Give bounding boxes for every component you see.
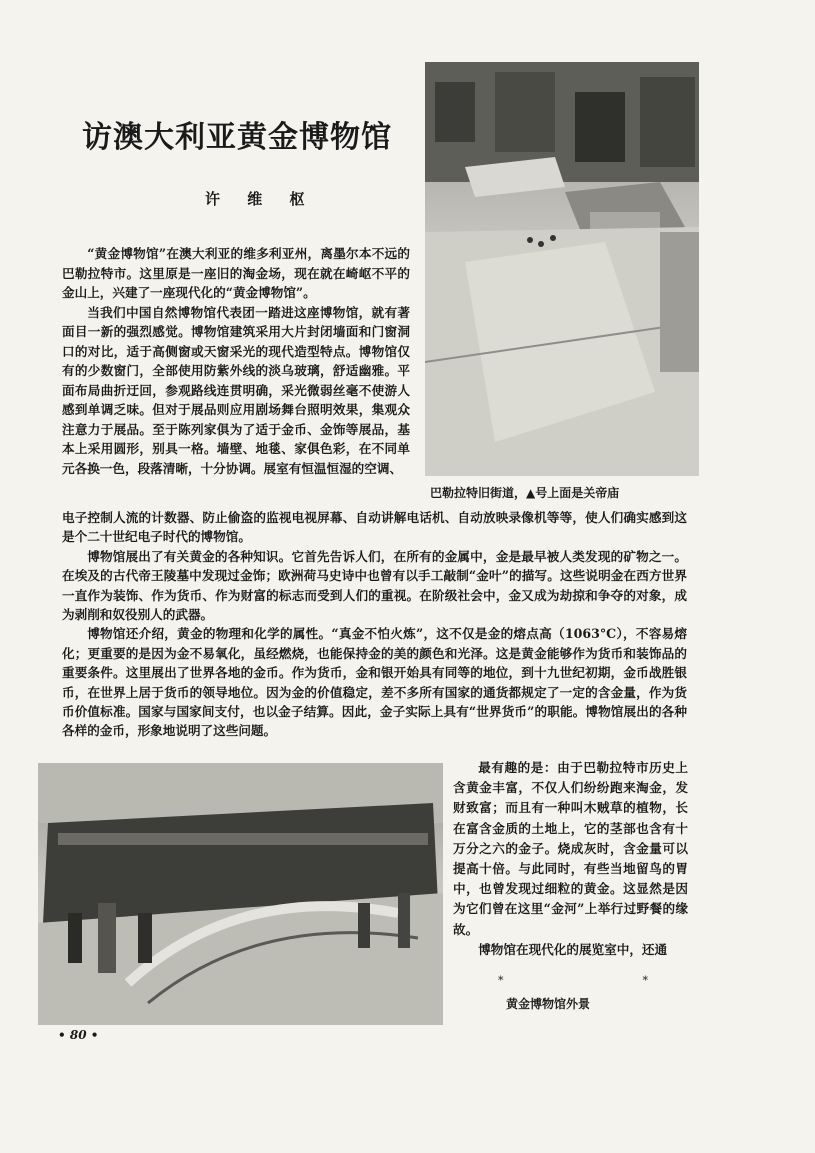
paragraph: 博物馆还介绍，黄金的物理和化学的属性。“真金不怕火炼”，这不仅是金的熔点高（1063°C），不容易熔化；更重要的是因为金不易氧化，虽经燃烧，也能保持金的美的颜色和光泽。这是黄金能够作为货币和装饰品的重要条件。这里展出了世界各地的金币。作为货币，金和银开始具有同等的地位，到十九世纪初期，金币战胜银币，在世界上居于货币的领导地位。因为金的价值稳定，差不多所有国家的通货都规定了一定的含金量，作为货币价值标准。国家与国家间支付，也以金子结算。因此，金子实际上具有“世界货币”的职能。博物馆展出的各种各样的金币，形象地说明了这些问题。	[62, 626, 687, 739]
paragraph: 最有趣的是：由于巴勒拉特市历史上含黄金丰富，不仅人们纷纷跑来淘金，发财致富；而且有一种叫木贼草的植物，长在富含金质的土地上，它的茎部也含有十万分之六的金子。烧成灰时，含金量可以提高十倍。与此同时，有些当地留鸟的胃中，也曾发现过细粒的黄金。这显然是因为它们曾在这里“金河”上举行过野餐的缘故。	[453, 760, 688, 937]
full-width-text	[62, 508, 687, 741]
star-mark: *	[498, 974, 504, 987]
caption-marks	[498, 974, 648, 987]
paragraph: 博物馆在现代化的展览室中，还通	[478, 941, 668, 957]
article-author: 许 维 枢	[205, 190, 316, 208]
photo1-caption: 巴勒拉特旧街道，▲号上面是关帝庙	[430, 486, 620, 500]
paragraph: 电子控制人流的计数器、防止偷盗的监视电视屏幕、自动讲解电话机、自动放映录像机等等，使人们确实感到这是个二十世纪电子时代的博物馆。	[62, 510, 687, 545]
paragraph: 当我们中国自然博物馆代表团一踏进这座博物馆，就有著面目一新的强烈感觉。博物馆建筑采用大片封闭墙面和门窗洞口的对比，适于高侧窗或天窗采光的现代造型特点。博物馆仅有的少数窗门，全部使用防紫外线的淡乌玻璃，舒适幽雅。平面布局曲折迂回，参观路线连贯明确，采光微弱丝毫不使游人感到单调乏味。但对于展品则应用剧场舞台照明效果，集观众注意力于展品。至于陈列家俱为了适于金币、金饰等展品，基本上采用圆形，别具一格。墙壁、地毯、家俱色彩，在不同单元各换一色，段落清晰，十分协调。展室有恒温恒湿的空调、	[62, 304, 410, 476]
paragraph: 博物馆展出了有关黄金的各种知识。它首先告诉人们，在所有的金属中，金是最早被人类发现的矿物之一。在埃及的古代帝王陵墓中发现过金饰；欧洲荷马史诗中也曾有以手工敲制“金叶”的描写。这些说明金在西方世界一直作为装饰、作为货币、作为财富的标志而受到人们的重视。在阶级社会中，金又成为劫掠和争夺的对象，成为剥削和奴役别人的武器。	[62, 548, 687, 623]
page-number: • 80 •	[58, 1028, 99, 1042]
photo2-caption: 黄金博物馆外景	[506, 997, 591, 1011]
paragraph: “黄金博物馆”在澳大利亚的维多利亚州，离墨尔本不远的巴勒拉特市。这里原是一座旧的淘金场，现在就在崎岖不平的金山上，兴建了一座现代化的“黄金博物馆”。	[62, 246, 410, 300]
star-mark: *	[642, 974, 648, 987]
left-column-text	[62, 244, 410, 478]
old-street-photo	[425, 62, 699, 476]
right-column-text	[453, 758, 688, 960]
museum-exterior-photo	[38, 763, 443, 1025]
article-title: 访澳大利亚黄金博物馆	[82, 120, 392, 155]
